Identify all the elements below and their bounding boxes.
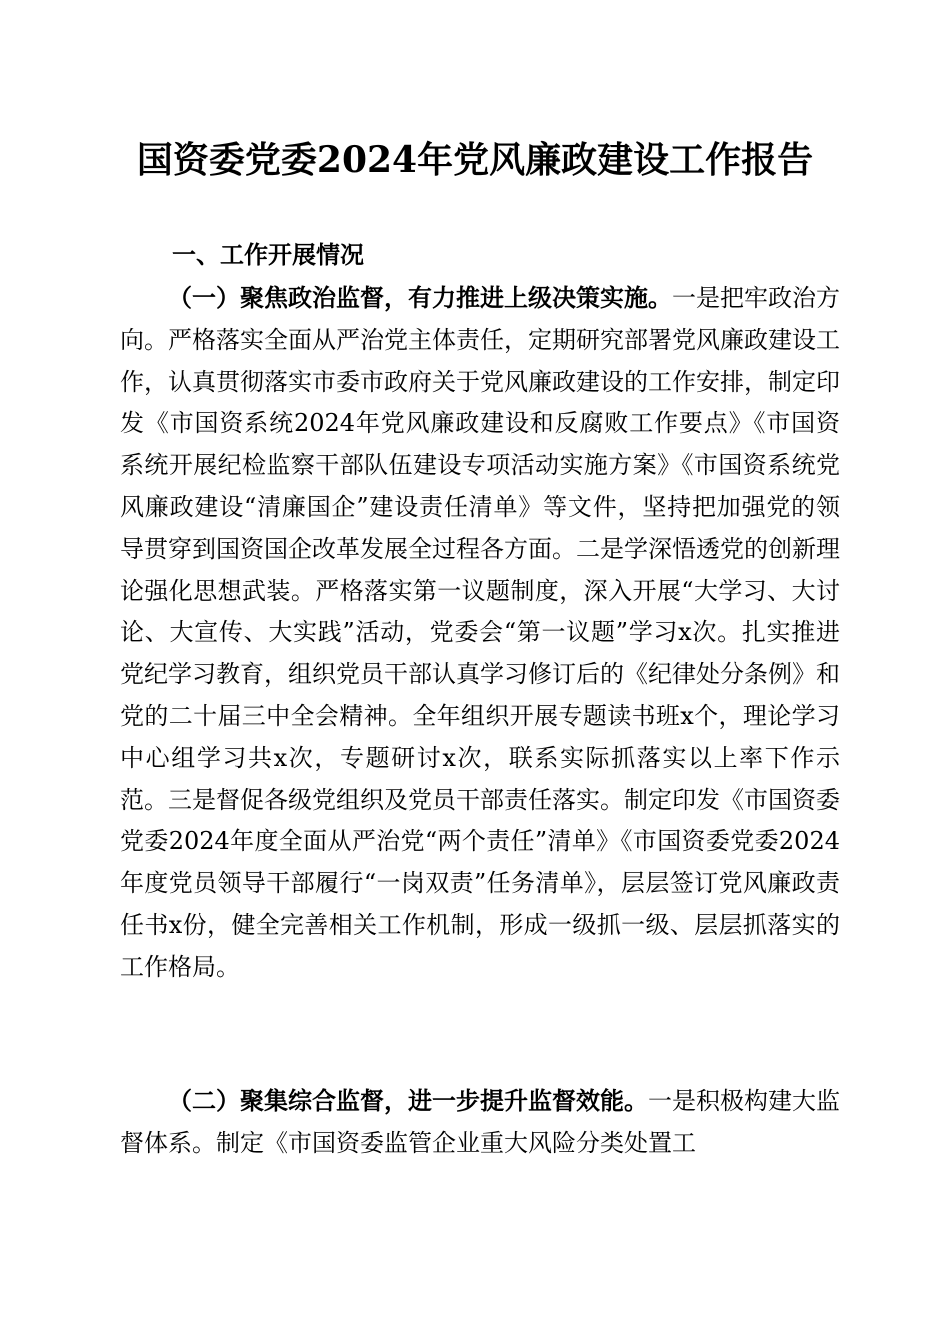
paragraph-text: 一是积极构建大监督体系。制定《市国资委监管企业重大风险分类处置工 [120,1087,840,1157]
paragraph-lead: （一）聚焦政治监督，有力推进上级决策实施。 [168,283,672,312]
paragraph-lead: （二）聚集综合监督，进一步提升监督效能。 [168,1086,648,1115]
paragraph [120,1080,840,1165]
document-title: 国资委党委2024年党风廉政建设工作报告 [136,139,814,181]
paragraph [120,277,840,989]
paragraph-text: 一是把牢政治方向。严格落实全面从严治党主体责任，定期研究部署党风廉政建设工作，认真贯彻落实市委市政府关于党风廉政建设的工作安排，制定印发《市国资系统2024年党风廉政建设和反腐败工作要点》《市国资系统开展纪检监察干部队伍建设专项活动实施方案》《市国资系统党风廉政建设“清廉国企”建设责任清单》等文件，坚持把加强党的领导贯穿到国资国企改革发展全过程各方面。二是学深悟透党的创新理论强化思想武装。严格落实第一议题制度，深入开展“大学习、大讨论、大宣传、大实践”活动，党委会“第一议题”学习x次。扎实推进党纪学习教育，组织党员干部认真学习修订后的《纪律处分条例》和党的二十届三中全会精神。全年组织开展专题读书班x个，理论学习中心组学习共x次，专题研讨x次，联系实际抓落实以上率下作示范。三是督促各级党组织及党员干部责任落实。制定印发《市国资委党委2024年度全面从严治党“两个责任”清单》《市国资委党委2024年度党员领导干部履行“一岗双责”任务清单》，层层签订党风廉政责任书x份，健全完善相关工作机制，形成一级抓一级、层层抓落实的工作格局。 [120,284,840,981]
section-heading: 一、工作开展情况 [172,241,364,269]
